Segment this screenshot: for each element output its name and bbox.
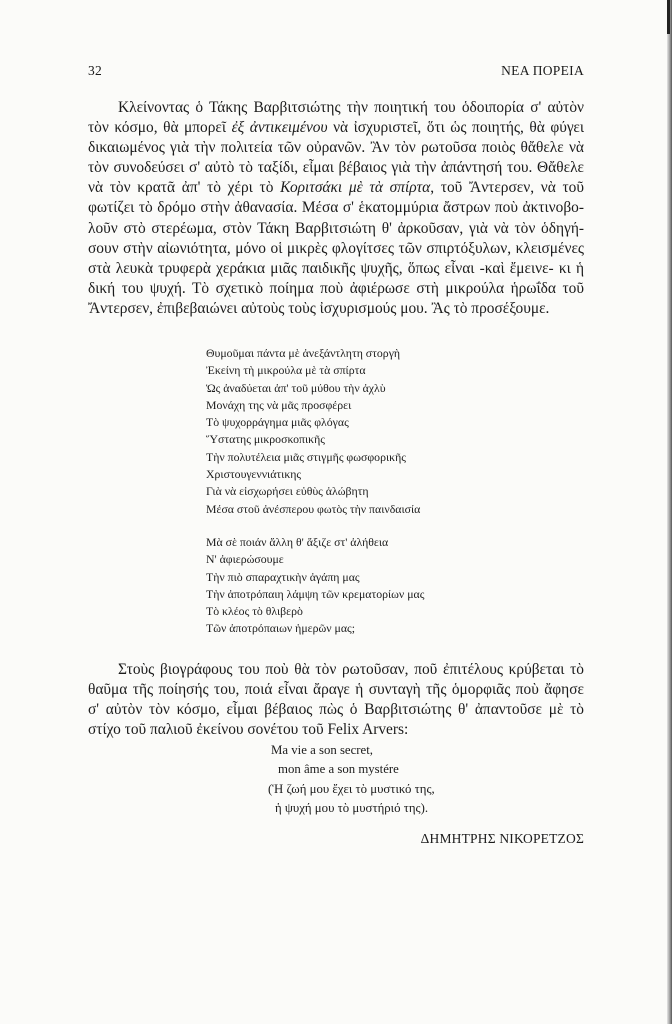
paragraph-line <box>88 279 584 299</box>
text-run: θαῦμα τῆς ποίησής του, ποιά εἶναι ἄραγε ἡ συνταγὴ τῆς ὁμορφιᾶς ποὺ ἄφησε <box>88 681 584 699</box>
text-run: Ἄντερσεν, ἐπιβεβαιώνει αὐτοὺς τοὺς ἰσχυρισμούς μου. Ἂς τὸ προσέξουμε. <box>88 299 550 317</box>
poem-line: Ὕστατης μικροσκοπικῆς <box>206 432 325 447</box>
text-run: σ' αὐτὸν τὸν κόσμο, εἶμαι βέβαιος πὼς ὁ Βαρβιτσιώτης θ' ἀπαντοῦσε μὲ τὸ <box>88 701 584 719</box>
poem-line: Θυμοῦμαι πάντα μὲ ἀνεξάντλητη στοργὴ <box>206 346 401 360</box>
paragraph-line <box>88 660 584 680</box>
page-edge-mark <box>667 0 670 34</box>
text-run: , τοῦ Ἄντερσεν, νὰ τοῦ <box>430 179 585 197</box>
page-header <box>88 63 584 79</box>
poem-line: Τῶν ἀποτρόπαιων ἡμερῶν μας; <box>206 621 356 636</box>
poem-line: Χριστουγεννιάτικης <box>206 467 302 482</box>
text-run: λοῦν στὸ στερέωμα, στὸν Τάκη Βαρβιτσιώτη θ' ἀρκοῦσαν, γιὰ νὰ τὸν ὁδηγή- <box>88 219 584 237</box>
text-run: τὸν συνοδεύσει σ' αὐτὸ τὸ ταξίδι, εἶμαι βέβαιος γιὰ τὴν ἀπάντησή του. Θἄθελε <box>88 159 584 177</box>
intro-paragraph <box>88 98 584 319</box>
poem-line: Μὰ σὲ ποιάν ἄλλη θ' ἄξιζε στ' ἀλήθεια <box>206 535 389 549</box>
poem-line: Μέσα στοῦ ἀνέσπερου φωτὸς τὴν παινδαισία <box>206 501 421 516</box>
paragraph-line <box>88 178 584 198</box>
page-edge-shadow <box>667 0 672 1024</box>
paragraph-line <box>88 138 584 158</box>
quote-line-french-1: Ma vie a son secret, <box>271 743 373 757</box>
poem-line: Τὸ κλέος τὸ θλιβερὸ <box>206 604 303 619</box>
paragraph-line <box>88 239 584 259</box>
paragraph-line <box>88 259 584 279</box>
poem-line: Τὴν πιὸ σπαραχτικὴν ἀγάπη μας <box>206 569 360 584</box>
text-run: νὰ ἰσχυριστεῖ, ὅτι ὡς ποιητής, θὰ φύγει <box>327 119 584 137</box>
poem-line: Ὡς ἀναδύεται ἀπ' τοῦ μύθου τὴν ἀχλὺ <box>206 380 386 395</box>
paragraph-line <box>88 680 584 700</box>
quote-line-greek-1: (Ἡ ζωή μου ἔχει τὸ μυστικό της, <box>268 782 435 796</box>
italic-title: Κοριτσάκι μὲ τὰ σπίρτα <box>280 179 431 197</box>
text-run: δικαιωμένος γιὰ τὴν πολιτεία τῶν οὐρανῶν. Ἂν τὸν ρωτοῦσα ποιὸς θἄθελε νὰ <box>88 139 584 157</box>
paragraph-line <box>88 700 584 720</box>
paragraph-line <box>88 720 584 740</box>
poem-stanza-1 <box>206 345 526 518</box>
text-run: στίχο τοῦ παλιοῦ ἐκείνου σονέτου τοῦ Felix Arvers: <box>88 721 409 739</box>
paragraph-line <box>88 198 584 218</box>
poem-line: Τὴν ἀποτρόπαιη λάμψη τῶν κρεματορίων μας <box>206 586 425 601</box>
italic-title: ἐξ ἀντικειμένου <box>231 119 328 137</box>
journal-title: ΝΕΑ ΠΟΡΕΙΑ <box>501 63 584 78</box>
author-signature: ΔΗΜΗΤΡΗΣ ΝΙΚΟΡΕΤΖΟΣ <box>420 831 584 846</box>
page-number: 32 <box>88 63 103 78</box>
quote-line-french-2: mon âme a son mystére <box>278 762 399 776</box>
poem-stanza-2 <box>206 534 526 638</box>
text-run: τὸν κόσμο, θὰ μπορεῖ <box>88 119 232 137</box>
text-run: νὰ τὸν κρατᾶ ἀπ' τὸ χέρι τὸ <box>88 179 281 197</box>
paragraph-line <box>88 158 584 178</box>
closing-paragraph <box>88 660 584 740</box>
text-run: σουν στὴν αἰωνιότητα, μόνο οἱ μικρὲς φλογίτσες τῶν σπιρτόξυλων, κλεισμένες <box>88 239 584 257</box>
text-run: στὰ λευκὰ τρυφερὰ χεράκια μιᾶς παιδικῆς ψυχῆς, ὅπως εἶναι -καὶ ἔμεινε- κι ἡ <box>88 259 584 277</box>
paragraph-line <box>88 118 584 138</box>
text-run: φωτίζει τὸ δρόμο στὴν ἀθανασία. Μέσα σ' ἑκατομμύρια ἄστρων ποὺ ἀκτινοβο- <box>88 199 584 217</box>
poem-line: Τὸ ψυχορράγημα μιᾶς φλόγας <box>206 415 349 430</box>
quote-line-greek-2: ἡ ψυχή μου τὸ μυστήριό της). <box>275 801 429 815</box>
paragraph-line <box>88 299 584 319</box>
paragraph-line <box>88 98 584 118</box>
poem-line: Τὴν πολυτέλεια μιᾶς στιγμῆς φωσφορικῆς <box>206 449 406 464</box>
text-run: Στοὺς βιογράφους του ποὺ θὰ τὸν ρωτοῦσαν, ποῦ ἐπιτέλους κρύβεται τὸ <box>118 661 584 678</box>
text-run: δική του ψυχή. Τὸ σχετικὸ ποίημα ποὺ ἀφιέρωσε στὴ μικρούλα ἡρωΐδα τοῦ <box>88 279 584 297</box>
poem-line: Ν' ἀφιερώσουμε <box>206 552 284 567</box>
poem-line: Γιὰ νὰ εἰσχωρήσει εὐθὺς ἀλώβητη <box>206 484 369 499</box>
text-run: Κλείνοντας ὁ Τάκης Βαρβιτσιώτης τὴν ποιητική του ὁδοιπορία σ' αὐτὸν <box>118 99 584 116</box>
poem-line: Ἐκείνη τὴ μικρούλα μὲ τὰ σπίρτα <box>206 363 366 378</box>
poem-line: Μονάχη της νὰ μᾶς προσφέρει <box>206 397 352 412</box>
paragraph-line <box>88 219 584 239</box>
